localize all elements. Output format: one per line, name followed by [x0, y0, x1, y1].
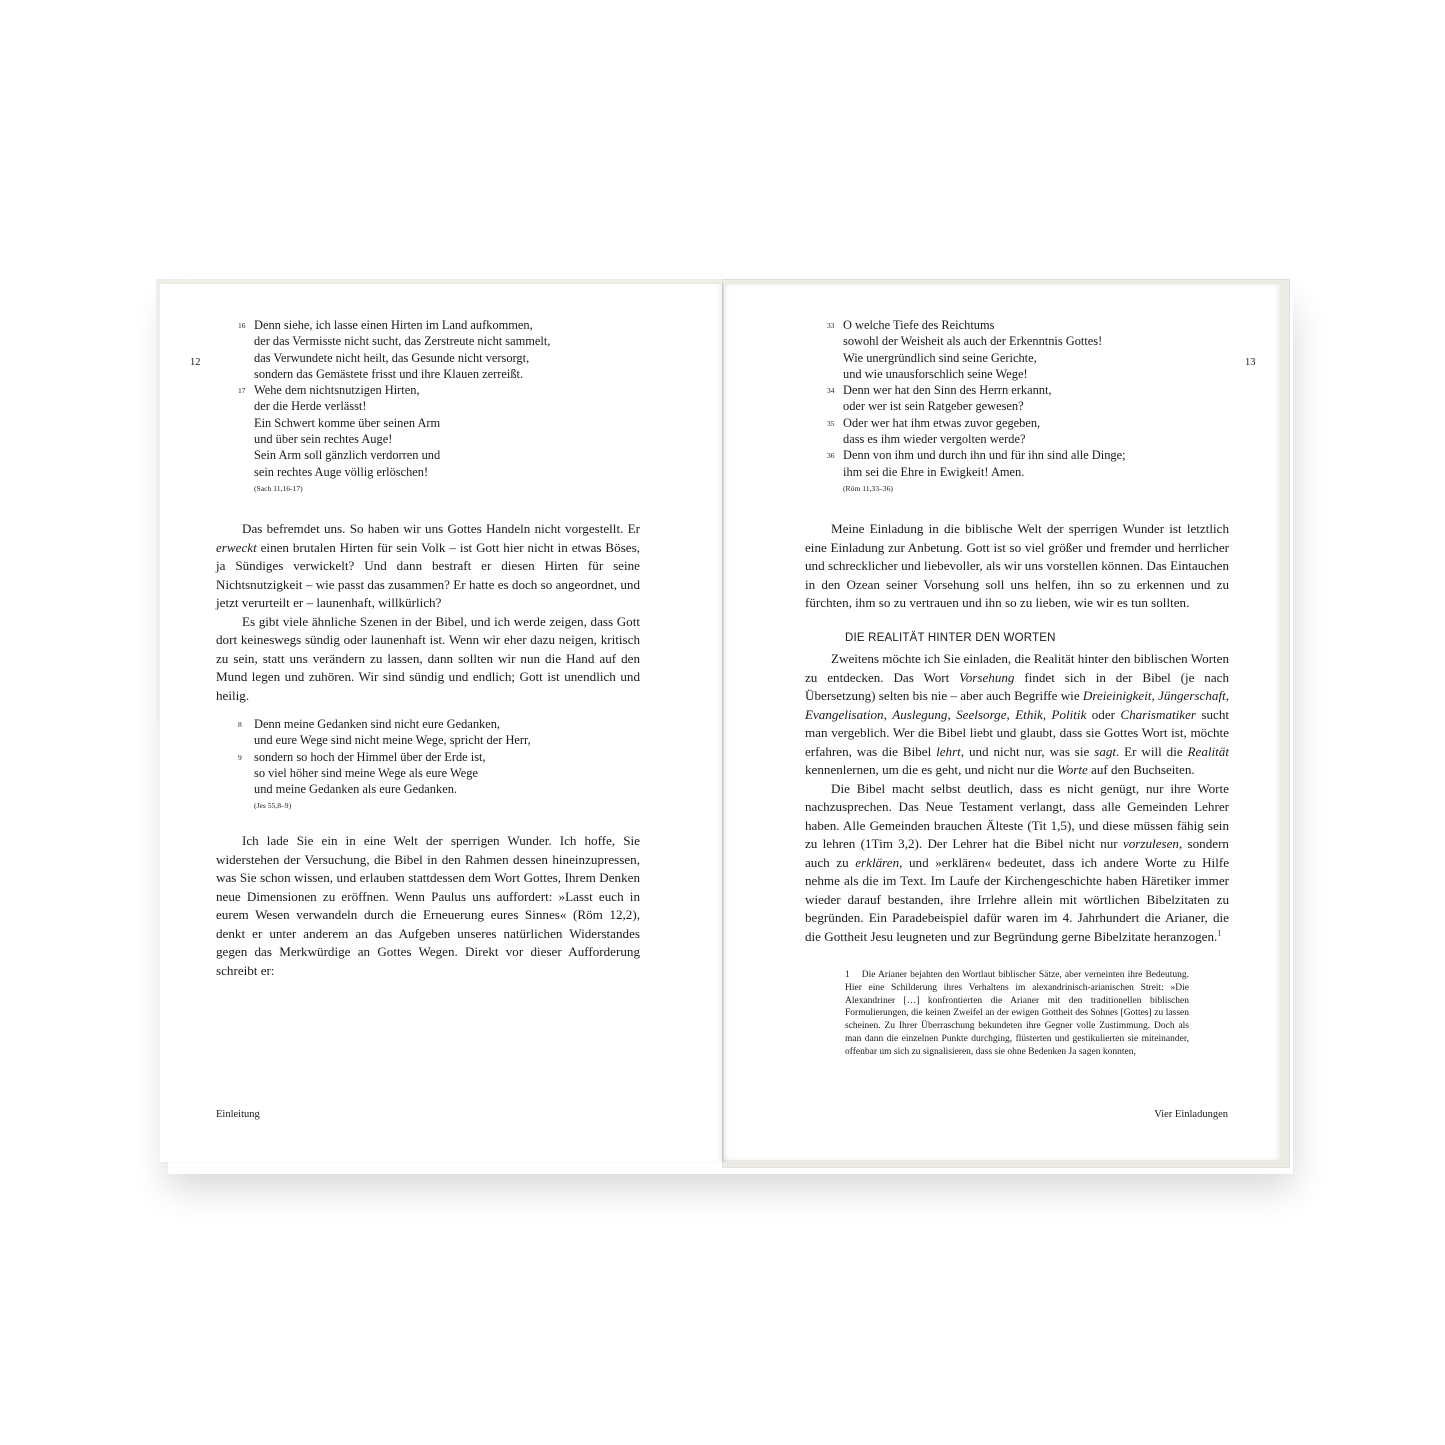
- verse-line: so viel höher sind meine Wege als eure Wege: [254, 765, 478, 780]
- verse-line: das Verwundete nicht heilt, das Gesunde nicht versorgt,: [254, 350, 530, 365]
- paragraph: Das befremdet uns. So haben wir uns Gottes Handeln nicht vorgestellt. Er erweckt einen brutalen Hirten für sein Volk – ist Gott hier nicht in etwas Böses, ja Sündiges verwickelt? Und dann bestraft er diesen Hirten für seine Nichtsnutzigkeit – wie passt das zusammen? Er hatte es doch so angeordnet, und jetzt verurteilt er – launenhaft, willkürlich?: [216, 521, 640, 610]
- quote-reference: (Jes 55,8–9): [254, 801, 292, 811]
- verse-line: und eure Wege sind nicht meine Wege, spricht der Herr,: [254, 733, 531, 748]
- verse-line: 17 Wehe dem nichtsnutzigen Hirten,: [238, 383, 420, 398]
- verse-line: sein rechtes Auge völlig erlöschen!: [254, 464, 429, 479]
- verse-line: sowohl der Weisheit als auch der Erkenntnis Gottes!: [843, 334, 1103, 349]
- verse-line: und meine Gedanken als eure Gedanken.: [254, 782, 457, 797]
- right-running-footer: Vier Einladungen: [1154, 1109, 1228, 1120]
- left-prose-2: [216, 832, 640, 980]
- verse-line: Sein Arm soll gänzlich verdorren und: [254, 448, 441, 463]
- verse-line: 33 O welche Tiefe des Reichtums: [827, 318, 995, 332]
- verse-line: und über sein rechtes Auge!: [254, 432, 393, 447]
- verse-line: dass es ihm wieder vergolten werde?: [843, 432, 1026, 447]
- bible-quote-sach: [238, 317, 551, 496]
- paragraph: Es gibt viele ähnliche Szenen in der Bibel, und ich werde zeigen, dass Gott dort keineswegs sündig oder launenhaft ist. Wenn wir eher dazu neigen, kritisch zu sein, statt uns verändern zu lassen, dann sollten wir nun die Hand auf den Mund legen und zuhören. Wir sind sündig und endlich; Gott ist unendlich und heilig.: [216, 613, 640, 703]
- left-prose-1: [216, 520, 640, 705]
- paragraph: Meine Einladung in die biblische Welt der sperrigen Wunder ist letztlich eine Einladung zur Anbetung. Gott ist so viel größer und fremder und herrlicher und schrecklicher und liebevoller, als wir uns vorstellen können. Das Eintauchen in den Ozean seiner Vorsehung soll uns helfen, ihn so zu erkennen und zu fürchten, ihm so zu vertrauen und ihn so zu lieben, wie wir es tun sollten.: [805, 521, 1229, 610]
- verse-line: 16 Denn siehe, ich lasse einen Hirten im Land aufkommen,: [238, 318, 533, 332]
- footnote-reference[interactable]: 1: [1217, 928, 1222, 938]
- paragraph: Zweitens möchte ich Sie einladen, die Realität hinter den biblischen Worten zu entdecken. Das Wort Vorsehung findet sich in der Bibel (je nach Übersetzung) selten bis nie – aber auch Begriffe wie Dreieinigkeit, Jüngerschaft, Evangelisation, Auslegung, Seelsorge, Ethik, Politik oder Charismatiker sucht man vergeblich. Wer die Bibel liebt und glaubt, dass sie Gottes Wort ist, möchte erfahren, was die Bibel lehrt, und nicht nur, was sie sagt. Er will die Realität kennenlernen, um die es geht, und nicht nur die Worte auf den Buchseiten.: [805, 651, 1230, 777]
- verse-line: 35 Oder wer hat ihm etwas zuvor gegeben,: [827, 415, 1041, 430]
- footnote-number: 1: [845, 970, 850, 980]
- right-page-number: 13: [1245, 357, 1256, 368]
- quote-reference: (Röm 11,33–36): [843, 483, 893, 493]
- verse-line: 34 Denn wer hat den Sinn des Herrn erkannt,: [827, 383, 1052, 398]
- right-prose-1: [805, 520, 1229, 613]
- verse-line: der die Herde verlässt!: [254, 399, 367, 414]
- verse-line: 9 sondern so hoch der Himmel über der Erde ist,: [238, 749, 486, 764]
- left-page-number: 12: [190, 357, 201, 368]
- footnote-text: Die Arianer bejahten den Wortlaut biblischer Sätze, aber verneinten ihre Bedeutung. Hier eine Schilderung ihres Verhaltens im alexandrinisch-arianischen Streit: »Die Alexandriner […] konfrontierten die Arianer mit den traditionellen biblischen Formulierungen, die keinen Zweifel an der ewigen Gottheit des Sohnes [Gottes] zu lassen scheinen. Zu Ihrer Überraschung bekundeten ihre Gegner volle Zustimmung. Doch als man dann die einzelnen Punkte durchging, flüsterten und gestikulierten sie miteinander, offenbar um sich zu signalisieren, dass sie ohne Bedenken Ja sagen konnten,: [845, 970, 1189, 1057]
- verse-line: 8 Denn meine Gedanken sind nicht eure Gedanken,: [238, 717, 501, 731]
- verse-line: oder wer ist sein Ratgeber gewesen?: [843, 399, 1024, 414]
- verse-line: Ein Schwert komme über seinen Arm: [254, 415, 441, 430]
- paragraph: Die Bibel macht selbst deutlich, dass es nicht genügt, nur ihre Worte nachzusprechen. Das Neue Testament verlangt, dass alle Gemeinden Lehrer haben. Alle Gemeinden brauchen Älteste (Tit 1,5), und diese müssen fähig sein zu lehren (1Tim 3,2). Der Lehrer hat die Bibel nicht nur vorzulesen, sondern auch zu erklären, und »erklären« bedeutet, dass ich andere Worte zu Hilfe nehme als die im Text. Im Laufe der Kirchengeschichte haben Häretiker immer wieder darauf bestanden, ihre Irrlehre allein mit wörtlichen Bibelzitaten zu begründen. Ein Paradebeispiel dafür waren im 4. Jahrhundert die Arianer, die die Gottheit Jesu leugneten und zur Begründung gerne Bibelzitate heranzogen.$^1$: [805, 780, 1230, 944]
- left-running-footer: Einleitung: [216, 1109, 260, 1120]
- verse-line: der das Vermisste nicht sucht, das Zerstreute nicht sammelt,: [254, 334, 551, 349]
- verse-line: sondern das Gemästete frisst und ihre Klauen zerreißt.: [254, 366, 524, 381]
- quote-reference: (Sach 11,16-17): [254, 483, 303, 493]
- bible-quote-jes: [238, 716, 531, 813]
- verse-line: Wie unergründlich sind seine Gerichte,: [843, 350, 1037, 365]
- section-heading: DIE REALITÄT HINTER DEN WORTEN: [845, 632, 1056, 644]
- verse-line: und wie unausforschlich seine Wege!: [843, 366, 1028, 381]
- paragraph: Ich lade Sie ein in eine Welt der sperrigen Wunder. Ich hoffe, Sie widerstehen der Versuchung, die Bibel in den Rahmen dessen hineinzupressen, was Sie schon wissen, und erlauben stattdessen dem Wort Gottes, Ihrem Denken neue Dimensionen zu eröffnen. Wenn Paulus uns auffordert: »Lasst euch in eurem Wesen verwandeln durch die Erneuerung eures Sinnes« (Röm 12,2), denkt er unter anderem an das Aufgeben unseres natürlichen Widerstandes gegen das Merkwürdige an Gottes Wegen. Direkt vor dieser Aufforderung schreibt er:: [216, 833, 640, 978]
- right-prose-2: [805, 650, 1229, 946]
- verse-line: ihm sei die Ehre in Ewigkeit! Amen.: [843, 464, 1025, 479]
- book-gutter: [716, 284, 730, 1162]
- verse-line: 36 Denn von ihm und durch ihn und für ihn sind alle Dinge;: [827, 448, 1126, 463]
- footnote: [845, 969, 1189, 1059]
- bible-quote-roem: [827, 317, 1126, 496]
